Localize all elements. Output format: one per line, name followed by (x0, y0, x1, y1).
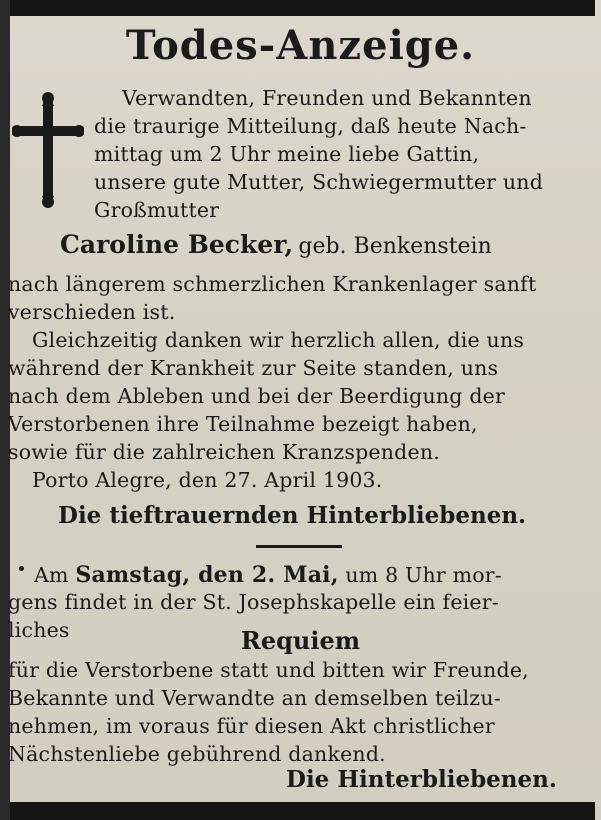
mass-line: gens findet in der St. Josephskapelle ein feier- (8, 590, 499, 614)
bottom-border-bar (10, 802, 595, 820)
mass-post: um 8 Uhr mor- (345, 563, 502, 587)
intro-line: die traurige Mitteilung, daß heute Nach- (94, 114, 527, 138)
deceased-birth-name: geb. Benkenstein (298, 234, 492, 259)
thanks-line: sowie für die zahlreichen Kranzspenden. (8, 440, 440, 464)
cross-icon (12, 92, 84, 210)
requiem-heading: Requiem (240, 626, 361, 655)
notice-title: Todes-Anzeige. (125, 22, 476, 69)
invite-line: für die Verstorbene statt und bitten wir Freunde, (8, 658, 529, 682)
intro-line: unsere gute Mutter, Schwiegermutter und (94, 170, 544, 194)
intro-line: Verwandten, Freunden und Bekannten (122, 86, 532, 110)
bullet-dot (19, 566, 24, 571)
death-line: verschieden ist. (8, 300, 176, 324)
thanks-line: nach dem Ableben und bei der Beerdigung der (8, 384, 505, 408)
mass-pre: Am (34, 563, 69, 587)
thanks-line: Verstorbenen ihre Teilnahme bezeigt haben, (8, 412, 478, 436)
mass-line (34, 562, 502, 588)
mass-line: liches (8, 618, 70, 642)
invite-line: Bekannte und Verwandte an demselben teilzu- (8, 686, 501, 710)
place-date: Porto Alegre, den 27. April 1903. (32, 468, 383, 492)
top-border-bar (10, 0, 595, 16)
intro-line: mittag um 2 Uhr meine liebe Gattin, (94, 142, 480, 166)
mass-day: Samstag, den 2. Mai, (75, 562, 339, 588)
signature-bereaved-2: Die Hinterbliebenen. (286, 766, 557, 793)
thanks-line: während der Krankheit zur Seite standen, uns (8, 356, 499, 380)
deceased-name: Caroline Becker, (60, 230, 294, 259)
death-line: nach längerem schmerzlichen Krankenlager sanft (8, 272, 537, 296)
deceased-line (60, 230, 492, 259)
divider (256, 545, 342, 548)
signature-bereaved: Die tieftrauernden Hinterbliebenen. (58, 502, 527, 529)
thanks-line: Gleichzeitig danken wir herzlich allen, die uns (32, 328, 525, 352)
invite-line: nehmen, im voraus für diesen Akt christlicher (8, 714, 495, 738)
invite-line: Nächstenliebe gebührend dankend. (8, 742, 386, 766)
intro-line: Großmutter (94, 198, 220, 222)
